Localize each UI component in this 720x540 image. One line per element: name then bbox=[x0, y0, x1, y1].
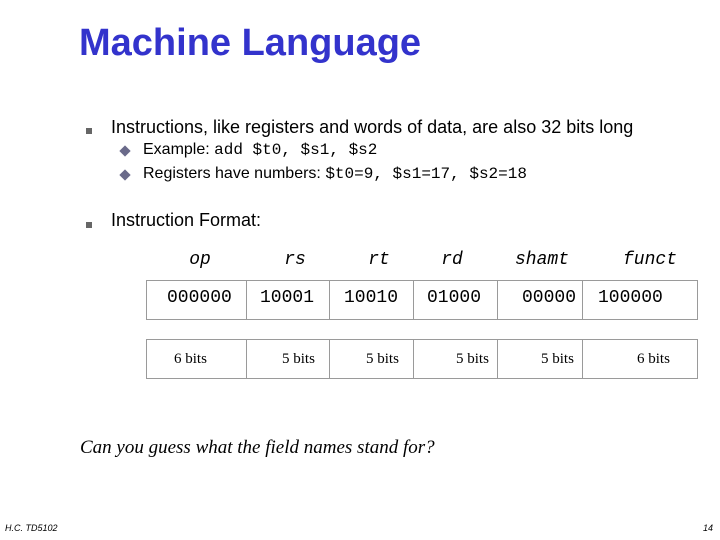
field-name-funct: funct bbox=[622, 250, 678, 270]
square-bullet-icon bbox=[86, 128, 92, 134]
bits-size-label: 5 bits bbox=[456, 351, 489, 367]
footer-course-label: H.C. TD5102 bbox=[5, 523, 58, 533]
bits-value: 000000 bbox=[167, 288, 232, 308]
code-snippet: $t0=9, $s1=17, $s2=18 bbox=[325, 165, 527, 183]
slide-title: Machine Language bbox=[79, 22, 422, 64]
bits-value: 10001 bbox=[260, 288, 315, 308]
diamond-bullet-icon bbox=[119, 145, 130, 156]
sub-bullet-prefix: Example: bbox=[143, 141, 215, 158]
sub-bullet-example bbox=[143, 141, 377, 159]
sub-bullet-registers bbox=[143, 165, 527, 183]
bits-value: 01000 bbox=[427, 288, 482, 308]
bits-value: 10010 bbox=[344, 288, 399, 308]
bits-size-label: 5 bits bbox=[282, 351, 315, 367]
diamond-bullet-icon bbox=[119, 169, 130, 180]
bullet-text: Instruction Format: bbox=[111, 210, 262, 230]
bits-value: 100000 bbox=[598, 288, 663, 308]
bullet-text: Instructions, like registers and words of data, are also 32 bits long bbox=[111, 117, 634, 137]
code-snippet: add $t0, $s1, $s2 bbox=[214, 141, 378, 159]
bits-size-label: 6 bits bbox=[174, 351, 207, 367]
bits-size-label: 6 bits bbox=[637, 351, 670, 367]
square-bullet-icon bbox=[86, 222, 92, 228]
bits-value: 00000 bbox=[522, 288, 577, 308]
field-name-op: op bbox=[189, 250, 211, 270]
bits-size-label: 5 bits bbox=[366, 351, 399, 367]
field-name-rs: rs bbox=[284, 250, 306, 270]
field-name-rt: rt bbox=[368, 250, 390, 270]
field-name-rd: rd bbox=[441, 250, 463, 270]
sub-bullet-prefix: Registers have numbers: bbox=[143, 165, 326, 182]
question-text: Can you guess what the field names stand for? bbox=[80, 437, 435, 458]
page-number: 14 bbox=[703, 523, 714, 533]
field-name-shamt: shamt bbox=[514, 250, 570, 270]
bits-size-label: 5 bits bbox=[541, 351, 574, 367]
